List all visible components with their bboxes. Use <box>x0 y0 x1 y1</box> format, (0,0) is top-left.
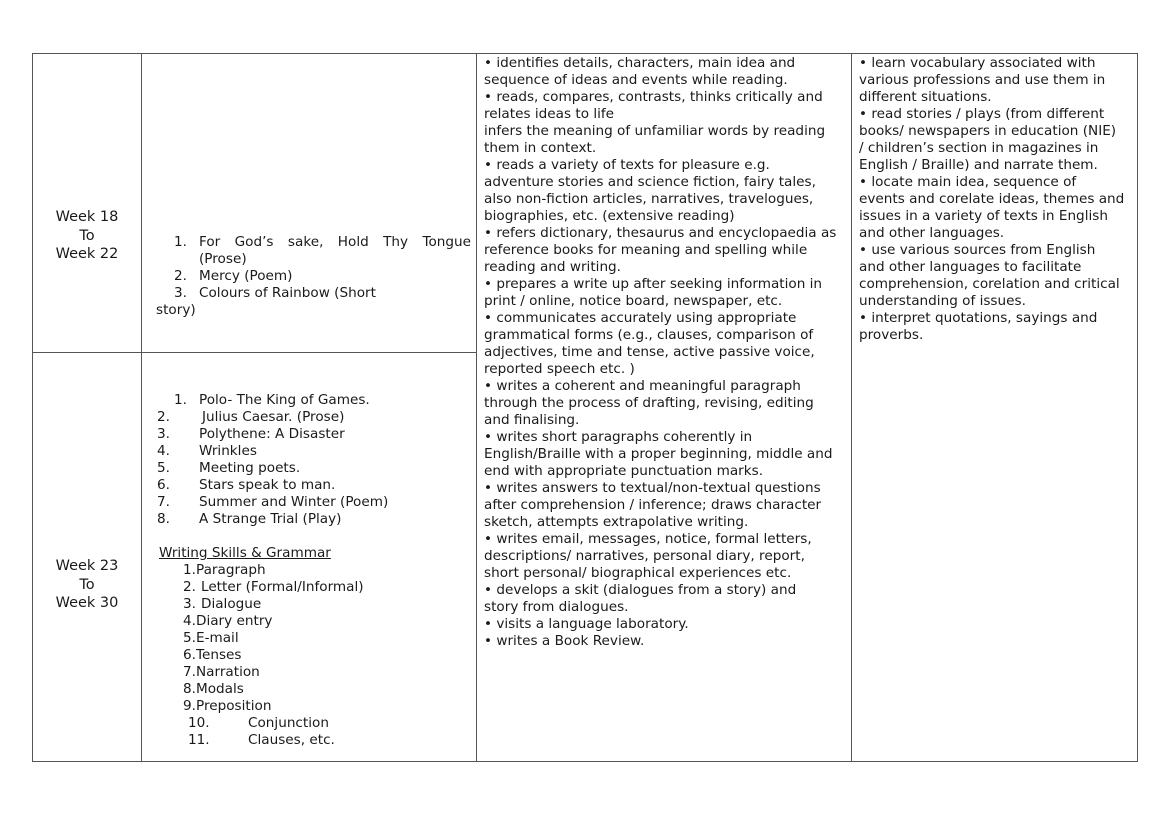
list-item: 5. E-mail <box>183 630 239 646</box>
outcome-line: • refers dictionary, thesaurus and encyclopaedia as <box>484 225 837 241</box>
list-item: 3. Dialogue <box>183 596 262 612</box>
list-item: 9. Preposition <box>183 698 272 714</box>
outcome-line: and finalising. <box>484 412 580 428</box>
skill-label: Letter (Formal/Informal) <box>200 579 364 595</box>
outcome-line: English/Braille with a proper beginning, middle and <box>484 446 833 462</box>
week-end: Week 22 <box>55 246 119 262</box>
pedagogy-line: issues in a variety of texts in English <box>859 208 1108 224</box>
outcome-line: • prepares a write up after seeking information in <box>484 276 823 292</box>
pedagogy-line: and other languages to facilitate <box>859 259 1082 275</box>
pedagogy-line: different situations. <box>859 89 992 105</box>
lesson-title: Polo- The King of Games. <box>199 392 370 408</box>
outcome-line: grammatical forms (e.g., clauses, comparison of <box>484 327 814 343</box>
syllabus-table <box>32 53 1138 762</box>
skill-label: E-mail <box>195 630 239 646</box>
list-item: 1. Polo- The King of Games. <box>174 392 370 408</box>
outcome-line: sketch, attempts extrapolative writing. <box>484 514 749 530</box>
list-item: 2. Julius Caesar. (Prose) <box>157 409 345 425</box>
list-item: 7. Narration <box>183 664 260 680</box>
pedagogy-line: • read stories / plays (from different <box>859 106 1105 122</box>
lesson-title: A Strange Trial (Play) <box>199 511 342 527</box>
outcome-line: • reads a variety of texts for pleasure e.g. <box>484 157 770 173</box>
outcome-line: • visits a language laboratory. <box>484 616 689 632</box>
outcome-line: reading and writing. <box>484 259 622 275</box>
outcome-line: relates ideas to life <box>484 106 615 122</box>
skill-label: Dialogue <box>200 596 262 612</box>
lesson-title: Stars speak to man. <box>199 477 336 493</box>
list-item: 6. Stars speak to man. <box>157 477 336 493</box>
lesson-title: Julius Caesar. (Prose) <box>202 409 345 425</box>
lesson-list <box>157 234 471 319</box>
outcome-line: • writes short paragraphs coherently in <box>484 429 753 445</box>
week-range-cell <box>33 557 141 613</box>
lesson-title: Summer and Winter (Poem) <box>199 494 389 510</box>
list-item: 8. Modals <box>183 681 244 697</box>
week-to: To <box>79 576 95 593</box>
pedagogy-line: various professions and use them in <box>859 72 1106 88</box>
list-item: 6. Tenses <box>183 647 242 663</box>
pedagogy-cell <box>859 55 1133 344</box>
lesson-title: Wrinkles <box>199 443 257 459</box>
pedagogy-line: proverbs. <box>859 327 924 343</box>
outcome-line: through the process of drafting, revising, editing <box>484 395 814 411</box>
pedagogy-line: books/ newspapers in education (NIE) <box>859 123 1117 139</box>
lesson-title: For God’s sake, Hold Thy Tongue <box>199 234 471 250</box>
list-item: 4. Wrinkles <box>157 443 257 459</box>
pedagogy-line: • learn vocabulary associated with <box>859 55 1096 71</box>
section-heading: Writing Skills & Grammar <box>159 545 331 561</box>
list-item: 5. Meeting poets. <box>157 460 301 476</box>
skill-label: Narration <box>195 664 260 680</box>
list-item: 2. Letter (Formal/Informal) <box>183 579 364 595</box>
outcome-line: them in context. <box>484 140 597 156</box>
week-to: To <box>79 227 95 244</box>
list-item: 10. Conjunction <box>188 715 329 731</box>
learning-outcomes-cell <box>484 55 846 650</box>
column-divider <box>851 54 852 761</box>
list-item: 7. Summer and Winter (Poem) <box>157 494 389 510</box>
column-divider <box>141 54 142 761</box>
outcome-line: • writes email, messages, notice, formal letters, <box>484 531 812 547</box>
list-item: 1. For God’s sake, Hold Thy Tongue <box>174 234 471 250</box>
week-start: Week 23 <box>55 558 119 574</box>
lesson-title-cont: (Prose) <box>199 251 247 267</box>
pedagogy-line: • interpret quotations, sayings and <box>859 310 1098 326</box>
outcome-line: • identifies details, characters, main idea and <box>484 55 796 71</box>
outcome-line: also non-fiction articles, narratives, travelogues, <box>484 191 814 207</box>
outcome-line: story from dialogues. <box>484 599 629 615</box>
outcome-line: reported speech etc. ) <box>484 361 635 377</box>
pedagogy-line: understanding of issues. <box>859 293 1026 309</box>
outcome-line: adjectives, time and tense, active passive voice, <box>484 344 815 360</box>
outcome-line: end with appropriate punctuation marks. <box>484 463 764 479</box>
lesson-list <box>157 392 471 749</box>
lesson-title: Meeting poets. <box>199 460 301 476</box>
outcome-line: • writes a coherent and meaningful paragraph <box>484 378 801 394</box>
pedagogy-line: events and corelate ideas, themes and <box>859 191 1125 207</box>
outcome-line: sequence of ideas and events while reading. <box>484 72 788 88</box>
skill-label: Modals <box>195 681 244 697</box>
week-start: Week 18 <box>55 209 119 225</box>
outcome-line: • reads, compares, contrasts, thinks critically and <box>484 89 823 105</box>
row-divider <box>33 352 476 353</box>
outcome-line: • communicates accurately using appropriate <box>484 310 797 326</box>
week-end: Week 30 <box>55 595 119 611</box>
list-item: 8. A Strange Trial (Play) <box>157 511 342 527</box>
skill-label: Paragraph <box>195 562 266 578</box>
list-item: 11. Clauses, etc. <box>188 732 335 748</box>
skill-label: Clauses, etc. <box>248 732 335 748</box>
week-range-cell <box>33 208 141 264</box>
outcome-line: descriptions/ narratives, personal diary, report, <box>484 548 805 564</box>
outcome-line: • develops a skit (dialogues from a story) and <box>484 582 797 598</box>
outcome-line: short personal/ biographical experiences etc. <box>484 565 792 581</box>
outcome-line: after comprehension / inference; draws character <box>484 497 822 513</box>
outcome-line: • writes answers to textual/non-textual questions <box>484 480 821 496</box>
pedagogy-line: English / Braille) and narrate them. <box>859 157 1098 173</box>
skill-label: Diary entry <box>195 613 273 629</box>
lesson-title: Mercy (Poem) <box>199 268 293 284</box>
pedagogy-line: • use various sources from English <box>859 242 1096 258</box>
pedagogy-line: and other languages. <box>859 225 1005 241</box>
outcome-line: adventure stories and science fiction, fairy tales, <box>484 174 816 190</box>
skill-label: Preposition <box>195 698 272 714</box>
outcome-line: • writes a Book Review. <box>484 633 645 649</box>
lesson-title: Colours of Rainbow (Short <box>199 285 376 301</box>
list-item: 4. Diary entry <box>183 613 273 629</box>
list-item: 3. Colours of Rainbow (Short <box>174 285 376 301</box>
lesson-title-cont: story) <box>156 302 196 318</box>
list-item: 2. Mercy (Poem) <box>174 268 293 284</box>
skill-label: Tenses <box>195 647 242 663</box>
outcome-line: infers the meaning of unfamiliar words by reading <box>484 123 826 139</box>
pedagogy-line: comprehension, corelation and critical <box>859 276 1120 292</box>
lesson-title: Polythene: A Disaster <box>199 426 345 442</box>
outcome-line: biographies, etc. (extensive reading) <box>484 208 735 224</box>
outcome-line: print / online, notice board, newspaper, etc. <box>484 293 783 309</box>
list-item: 3. Polythene: A Disaster <box>157 426 345 442</box>
pedagogy-line: / children’s section in magazines in <box>859 140 1099 156</box>
skill-label: Conjunction <box>248 715 329 731</box>
pedagogy-line: • locate main idea, sequence of <box>859 174 1077 190</box>
column-divider <box>476 54 477 761</box>
list-item: 1. Paragraph <box>183 562 266 578</box>
outcome-line: reference books for meaning and spelling while <box>484 242 808 258</box>
